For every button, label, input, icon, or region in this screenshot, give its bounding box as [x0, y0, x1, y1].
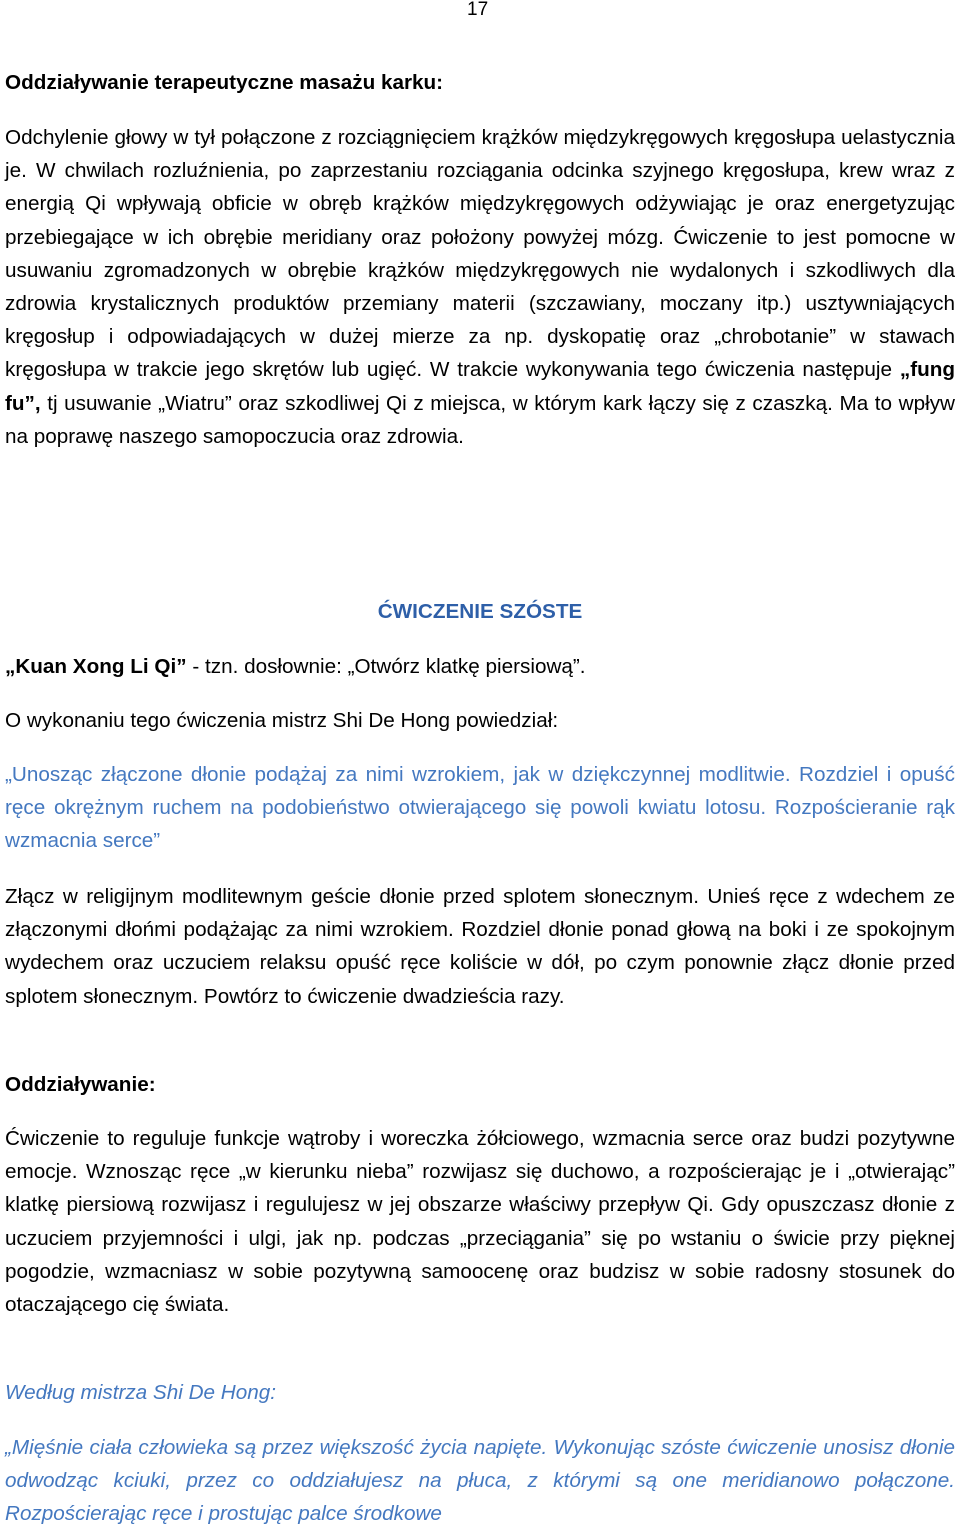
paragraph-text-end: tj usuwanie „Wiatru” oraz szkodliwej Qi z miejsca, w którym kark łączy się z czaszką. Ma to wpływ na poprawę naszego samopoczucia oraz zdrowia. [5, 391, 955, 448]
effects-paragraph: Ćwiczenie to reguluje funkcje wątroby i woreczka żółciowego, wzmacnia serce oraz budzi pozytywne emocje. Wznosząc ręce „w kierunku nieba” rozwijasz się duchowo, a rozpościerając je i „otwierając” klatkę piersiową rozwijasz i regulujesz w jej obszarze właściwy przepływ Qi. Gdy opuszczasz dłonie z uczuciem przyjemności i ulgi, jak np. podczas „przeciągania” się po wstaniu o świcie przy pięknej pogodzie, wzmacniasz w sobie pozytywną samoocenę oraz budzisz w sobie radosny stosunek do otaczającego cię świata. [5, 1127, 955, 1317]
exercise-title: ĆWICZENIE SZÓSTE [377, 600, 583, 623]
page-number: 17 [467, 0, 489, 20]
section-heading-effects: Oddziaływanie: [5, 1073, 156, 1096]
exercise-intro: O wykonaniu tego ćwiczenia mistrz Shi De Hong powiedział: [5, 709, 559, 732]
fung-fu-term: „fung fu”, [5, 358, 955, 415]
exercise-instructions: Złącz w religijnym modlitewnym geście dłonie przed splotem słonecznym. Unieś ręce z wdechem ze złączonymi dłońmi podążając za nimi wzrokiem. Rozdziel dłonie ponad głową na boki i ze spokojnym wydechem oraz uczuciem relaksu opuść ręce koliście w dół, po czym ponownie złącz dłonie przed splotem słonecznym. Powtórz to ćwiczenie dwadzieścia razy. [5, 885, 955, 1008]
paragraph-text: Odchylenie głowy w tył połączone z rozciągnięciem krążków międzykręgowych kręgosłupa uelastycznia je. W chwilach rozluźnienia, po zaprzestaniu rozciągania odcinka szyjnego kręgosłupa, krew wraz z energią Qi wpływają obficie w obręb krążków międzykręgowych odżywiając je oraz energetyzując przebiegające w ich obrębie meridiany oraz położony powyżej mózg. Ćwiczenie to jest pomocne w usuwaniu zgromadzonych w obrębie krążków międzykręgowych nie wydalonych i szkodliwych dla zdrowia krystalicznych produktów przemiany materii (szczawiany, moczany itp.) usztywniających kręgosłup i odpowiadających w dużej mierze za np. dyskopatię oraz „chrobotanie” w stawach kręgosłupa w trakcie jego skrętów lub ugięć. W trakcie wykonywania tego ćwiczenia następuje [5, 126, 955, 382]
exercise-name-chinese: „Kuan Xong Li Qi” [5, 655, 187, 678]
section-heading-neck-massage: Oddziaływanie terapeutyczne masażu karku: [5, 71, 444, 94]
master-quote-exercise: „Unosząc złączone dłonie podążaj za nimi wzrokiem, jak w dziękczynnej modlitwie. Rozdziel i opuść ręce okrężnym ruchem na podobieństwo otwierającego się powoli kwiatu lotosu. Rozpościeranie rąk wzmacnia serce” [5, 763, 955, 853]
master-label: Według mistrza Shi De Hong: [5, 1381, 276, 1404]
exercise-name [5, 650, 955, 683]
neck-massage-paragraph [5, 121, 955, 453]
exercise-name-translation: - tzn. dosłownie: „Otwórz klatkę piersiową”. [186, 655, 586, 678]
master-quote-muscles: „Mięśnie ciała człowieka są przez większość życia napięte. Wykonując szóste ćwiczenie unosisz dłonie odwodząc kciuki, przez co oddziałujesz na płuca, z którymi są one meridianowo połączone. Rozpościerając ręce i prostując palce środkowe [5, 1436, 955, 1526]
